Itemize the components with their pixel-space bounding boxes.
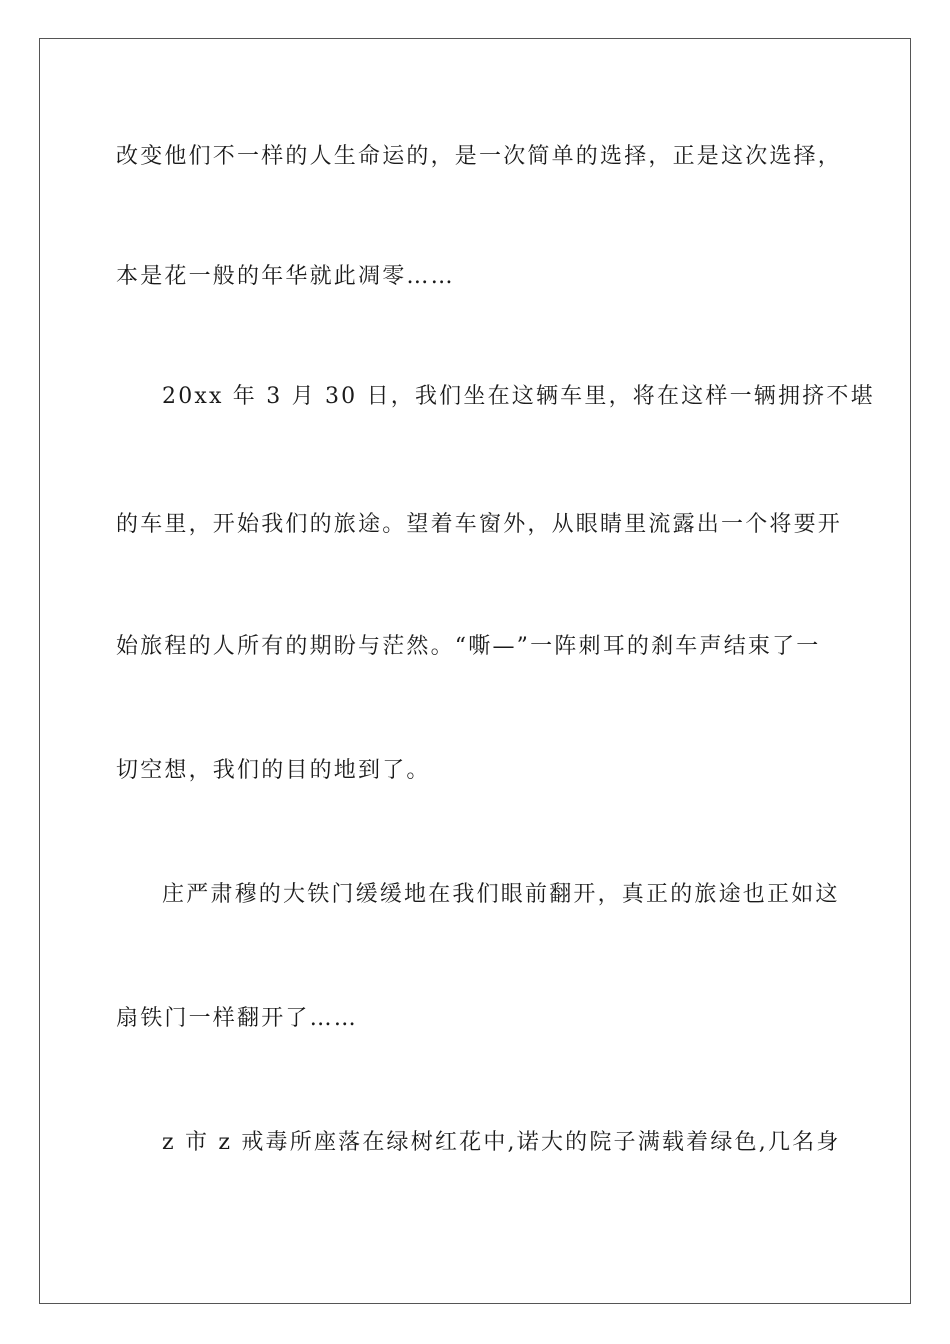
text-line: 本是花一般的年华就此凋零…… — [116, 264, 455, 289]
text-line: 扇铁门一样翻开了…… — [116, 1006, 359, 1031]
text-line: 切空想，我们的目的地到了。 — [116, 758, 431, 783]
text-line: 始旅程的人所有的期盼与茫然。“嘶—”一阵刺耳的刹车声结束了一 — [116, 634, 821, 659]
paragraph-start-line: z 市 z 戒毒所座落在绿树红花中,诺大的院子满载着绿色,几名身 — [162, 1130, 841, 1155]
page-border — [39, 38, 911, 1304]
paragraph-start-line: 庄严肃穆的大铁门缓缓地在我们眼前翻开，真正的旅途也正如这 — [162, 882, 840, 907]
text-line: 的车里，开始我们的旅途。望着车窗外，从眼睛里流露出一个将要开 — [116, 512, 843, 537]
paragraph-start-line: 20xx 年 3 月 30 日，我们坐在这辆车里，将在这样一辆拥挤不堪 — [162, 384, 875, 409]
text-line: 改变他们不一样的人生命运的，是一次简单的选择，正是这次选择， — [116, 144, 843, 169]
